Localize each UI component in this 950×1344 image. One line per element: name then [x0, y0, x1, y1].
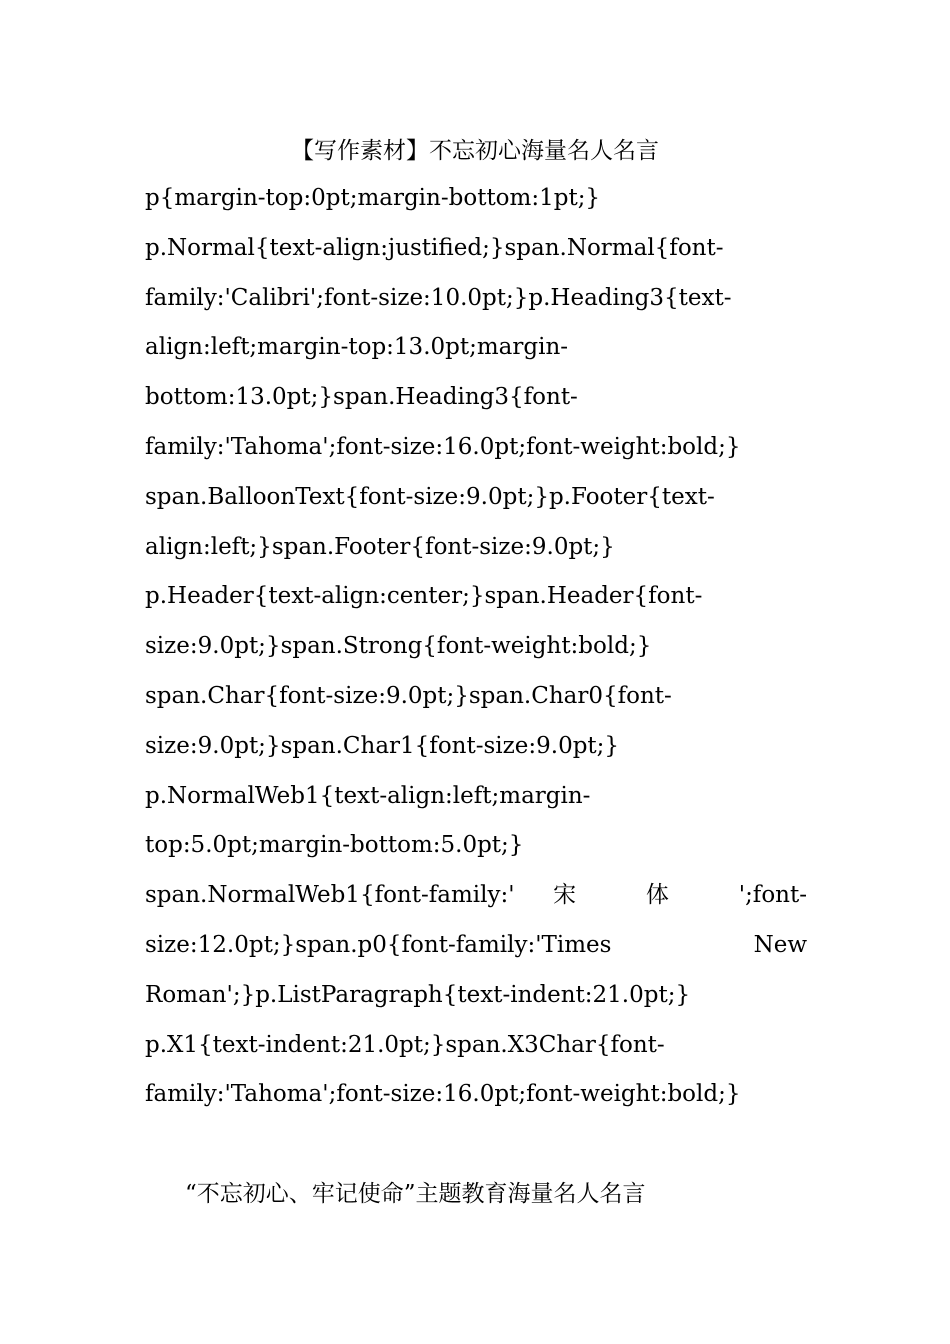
- document-subtitle: [185, 1176, 646, 1212]
- css-text-line: size:9.0pt;}span.Strong{font-weight:bold;}: [145, 633, 652, 660]
- css-text-line: p{margin-top:0pt;margin-bottom:1pt;}: [145, 185, 601, 211]
- css-text-line: align:left;margin-top:13.0pt;margin-: [145, 334, 569, 361]
- css-text-line: top:5.0pt;margin-bottom:5.0pt;}: [145, 832, 524, 859]
- document-title-text: 【写作素材】不忘初心海量名人名言: [291, 138, 659, 164]
- css-text-line: bottom:13.0pt;}span.Heading3{font-: [145, 384, 578, 411]
- css-text-line: size:9.0pt;}span.Char1{font-size:9.0pt;}: [145, 732, 620, 759]
- css-text-line: p.Header{text-align:center;}span.Header{font-: [145, 583, 703, 610]
- css-text-line: span.BalloonText{font-size:9.0pt;}p.Footer{text-: [145, 483, 715, 510]
- css-text-line: family:'Calibri';font-size:10.0pt;}p.Heading3{text-: [145, 284, 732, 311]
- css-text-line: size:12.0pt;}span.p0{font-family:'Times New: [145, 931, 807, 958]
- css-text-line: align:left;}span.Footer{font-size:9.0pt;}: [145, 533, 615, 560]
- css-text-line: family:'Tahoma';font-size:16.0pt;font-weight:bold;}: [145, 433, 741, 460]
- css-text-line: p.X1{text-indent:21.0pt;}span.X3Char{font-: [145, 1031, 665, 1058]
- css-text-line: family:'Tahoma';font-size:16.0pt;font-weight:bold;}: [145, 1081, 741, 1108]
- document-title: [0, 133, 950, 169]
- css-text-line: span.NormalWeb1{font-family:' 宋 体 ';font-: [145, 882, 807, 909]
- css-text-line: p.Normal{text-align:justified;}span.Normal{font-: [145, 234, 724, 261]
- document-subtitle-text: “不忘初心、牢记使命”主题教育海量名人名言: [185, 1181, 646, 1207]
- css-text-line: Roman';}p.ListParagraph{text-indent:21.0pt;}: [145, 981, 691, 1008]
- css-text-block: [145, 174, 807, 1120]
- css-text-line: p.NormalWeb1{text-align:left;margin-: [145, 782, 591, 809]
- css-text-line: span.Char{font-size:9.0pt;}span.Char0{font-: [145, 682, 672, 709]
